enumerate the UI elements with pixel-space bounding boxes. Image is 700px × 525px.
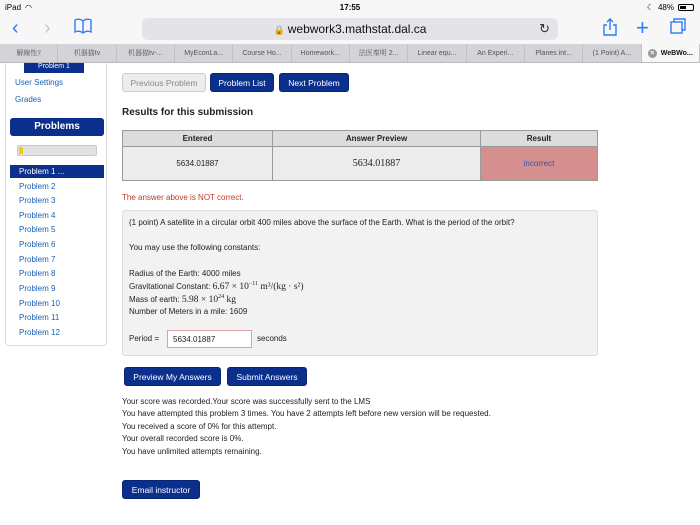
sidebar-problem-2[interactable]: Problem 2 [19, 182, 56, 191]
mass-exponent: 24 [218, 294, 225, 300]
tab[interactable]: Homework... [292, 44, 350, 62]
tab[interactable]: 法医秦明 2... [350, 44, 408, 62]
sidebar-problem-12[interactable]: Problem 12 [19, 328, 60, 337]
previous-problem-button[interactable]: Previous Problem [122, 73, 206, 92]
tab[interactable]: MyEconLa... [175, 44, 233, 62]
not-correct-message: The answer above is NOT correct. [122, 193, 244, 202]
sidebar-problem-4[interactable]: Problem 4 [19, 211, 56, 220]
sidebar-problem-7[interactable]: Problem 7 [19, 255, 56, 264]
mass-value: 5.98 × 10 [181, 295, 219, 306]
gravity-label: Gravitational Constant: [129, 282, 211, 292]
gravity-unit: m³/(kg · s²) [258, 282, 304, 293]
grades-link[interactable]: Grades [15, 95, 42, 104]
tabs-icon[interactable] [670, 18, 686, 39]
url-text: webwork3.mathstat.dal.ca [287, 22, 427, 36]
email-instructor-button[interactable]: Email instructor [122, 480, 200, 499]
col-preview: Answer Preview [273, 131, 481, 147]
constants-intro: You may use the following constants: [129, 243, 261, 252]
battery-icon [678, 4, 694, 11]
sidebar-problem-3[interactable]: Problem 3 [19, 196, 56, 205]
address-bar[interactable] [142, 18, 558, 40]
tab[interactable]: 机器猫tv [58, 44, 116, 62]
gravity-value: 6.67 × 10 [212, 282, 249, 293]
battery-percent: 48% [657, 3, 674, 12]
tab-active-label: WeBWo... [660, 49, 693, 57]
answer-label: Period = [129, 334, 160, 343]
sidebar-problem-5[interactable]: Problem 5 [19, 225, 56, 234]
tab[interactable]: 机器猫tv-... [117, 44, 175, 62]
tab[interactable]: Planes int... [525, 44, 583, 62]
sidebar-problem-10[interactable]: Problem 10 [19, 299, 60, 308]
answer-unit: seconds [257, 334, 287, 343]
message-line: You have unlimited attempts remaining. [122, 446, 262, 456]
back-icon[interactable]: ‹ [12, 17, 19, 39]
entered-cell: 5634.01887 [123, 147, 273, 181]
submission-messages [122, 396, 491, 458]
message-line: Your overall recorded score is 0%. [122, 434, 244, 444]
message-line: Your score was recorded.Your score was successfully sent to the LMS [122, 397, 371, 406]
sidebar-problem-9[interactable]: Problem 9 [19, 284, 56, 293]
tab[interactable]: (1 Point) A... [583, 44, 641, 62]
tab[interactable]: Linear equ... [408, 44, 466, 62]
col-entered: Entered [123, 131, 273, 147]
device-label: iPad [5, 3, 22, 12]
share-icon[interactable] [603, 18, 617, 41]
progress-bar [17, 145, 97, 156]
user-settings-link[interactable]: User Settings [15, 78, 64, 87]
progress-fill [19, 147, 23, 154]
gravity-line [129, 281, 304, 292]
sidebar-problem-6[interactable]: Problem 6 [19, 240, 56, 249]
preview-cell: 5634.01887 [273, 147, 481, 181]
moon-icon: ☾ [646, 3, 654, 12]
bookmarks-icon[interactable] [74, 18, 92, 40]
gravity-exponent: −11 [248, 281, 259, 287]
next-problem-button[interactable]: Next Problem [279, 73, 349, 92]
meters-line: Number of Meters in a mile: 1609 [129, 307, 248, 316]
problem-statement: (1 point) A satellite in a circular orbit 400 miles above the surface of the Earth. What is the period of the orbit? [129, 218, 515, 227]
results-title: Results for this submission [122, 107, 254, 118]
problems-heading: Problems [10, 118, 104, 136]
tab[interactable]: An Experi... [467, 44, 525, 62]
mass-label: Mass of earth: [129, 295, 180, 305]
radius-line: Radius of the Earth: 4000 miles [129, 269, 241, 278]
tab[interactable]: Course Ho... [233, 44, 291, 62]
sidebar-problem-1-cut[interactable]: Problem 1 [24, 63, 84, 73]
sidebar-problem-1[interactable]: Problem 1 ... [10, 165, 104, 178]
table-row [123, 147, 598, 181]
col-result: Result [481, 131, 598, 147]
browser-tabs [0, 44, 700, 63]
tab-active[interactable] [642, 44, 700, 62]
mass-line [129, 294, 236, 305]
clock: 17:55 [339, 3, 361, 12]
forward-icon[interactable]: › [44, 17, 51, 39]
sidebar-problem-8[interactable]: Problem 8 [19, 269, 56, 278]
preview-answers-button[interactable]: Preview My Answers [124, 367, 221, 386]
status-bar [0, 0, 700, 14]
problem-list-button[interactable]: Problem List [210, 73, 274, 92]
wifi-icon: ◠ [25, 3, 32, 12]
close-tab-icon[interactable]: × [648, 49, 657, 58]
browser-toolbar [0, 14, 700, 44]
reload-icon[interactable]: ↻ [539, 21, 550, 36]
lock-icon: 🔒 [273, 25, 285, 35]
submit-answers-button[interactable]: Submit Answers [227, 367, 307, 386]
results-table [122, 130, 598, 181]
period-answer-input[interactable] [167, 330, 252, 348]
message-line: You received a score of 0% for this attempt. [122, 421, 277, 431]
sidebar [5, 63, 107, 346]
mass-unit: kg [224, 295, 237, 306]
new-tab-icon[interactable]: + [636, 15, 649, 40]
problem-box [122, 210, 598, 356]
message-line: You have attempted this problem 3 times. You have 2 attempts left before new version will be requested. [122, 409, 491, 419]
result-cell: incorrect [481, 147, 598, 181]
sidebar-problem-11[interactable]: Problem 11 [19, 313, 60, 322]
tab[interactable]: 解線性ﾌ [0, 44, 58, 62]
